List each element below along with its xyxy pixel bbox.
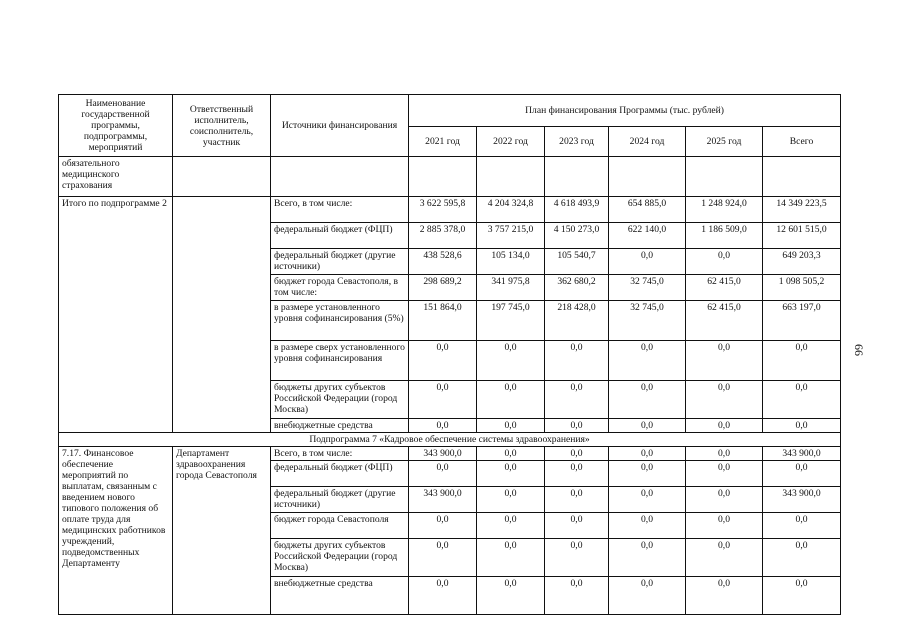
row-value: 0,0: [409, 513, 477, 539]
empty-cell: [173, 157, 271, 197]
row-source: в размере сверх установленного уровня софинансирования: [271, 341, 409, 381]
header-year: 2022 год: [477, 127, 545, 157]
header-name: Наименование государственной программы, подпрограммы, мероприятий: [59, 95, 173, 157]
row-value: 0,0: [477, 419, 545, 433]
row-source: бюджеты других субъектов Российской Федерации (город Москва): [271, 381, 409, 419]
subprogram-title: Подпрограмма 7 «Кадровое обеспечение системы здравоохранения»: [59, 433, 841, 447]
row-value: 0,0: [545, 341, 609, 381]
row-value: 0,0: [477, 539, 545, 577]
row-value: 4 150 273,0: [545, 223, 609, 249]
row-value: 0,0: [763, 341, 841, 381]
row-source: внебюджетные средства: [271, 577, 409, 615]
empty-cell: [686, 157, 763, 197]
row-source: Всего, в том числе:: [271, 197, 409, 223]
header-year: 2021 год: [409, 127, 477, 157]
row-value: 1 098 505,2: [763, 275, 841, 301]
financing-table: [58, 94, 841, 615]
page-number: 66: [852, 344, 866, 356]
row-value: 1 186 509,0: [686, 223, 763, 249]
row-value: 0,0: [409, 539, 477, 577]
row-value: 0,0: [686, 513, 763, 539]
row-value: 0,0: [686, 249, 763, 275]
row-value: 0,0: [686, 419, 763, 433]
table-row: [59, 197, 841, 223]
row-value: 649 203,3: [763, 249, 841, 275]
row-value: 0,0: [609, 381, 686, 419]
row-value: 0,0: [545, 513, 609, 539]
header-year: 2025 год: [686, 127, 763, 157]
row-value: 0,0: [763, 381, 841, 419]
empty-cell: [409, 157, 477, 197]
row-value: 0,0: [609, 341, 686, 381]
table-row: [59, 157, 841, 197]
row-source: бюджет города Севастополя: [271, 513, 409, 539]
row-value: 0,0: [545, 577, 609, 615]
row-value: 0,0: [545, 381, 609, 419]
header-year: 2023 год: [545, 127, 609, 157]
row-value: 62 415,0: [686, 275, 763, 301]
row-value: 0,0: [763, 419, 841, 433]
row-value: 0,0: [409, 341, 477, 381]
row-value: 0,0: [477, 577, 545, 615]
row-value: 0,0: [409, 381, 477, 419]
empty-cell: [609, 157, 686, 197]
row-value: 0,0: [545, 419, 609, 433]
row-value: 105 540,7: [545, 249, 609, 275]
table-row: [59, 447, 841, 461]
empty-cell: [545, 157, 609, 197]
row-value: 32 745,0: [609, 301, 686, 341]
row-value: 343 900,0: [409, 447, 477, 461]
row-value: 0,0: [686, 341, 763, 381]
row-value: 0,0: [609, 461, 686, 487]
row-value: 0,0: [477, 341, 545, 381]
row-value: 1 248 924,0: [686, 197, 763, 223]
empty-cell: [271, 157, 409, 197]
row-value: 0,0: [686, 447, 763, 461]
row-value: 0,0: [763, 513, 841, 539]
row-source: федеральный бюджет (ФЦП): [271, 223, 409, 249]
row-value: 0,0: [609, 577, 686, 615]
row-source: федеральный бюджет (другие источники): [271, 487, 409, 513]
row-source: федеральный бюджет (другие источники): [271, 249, 409, 275]
subprogram-row: [59, 433, 841, 447]
row-value: 151 864,0: [409, 301, 477, 341]
row-value: 343 900,0: [409, 487, 477, 513]
row-value: 0,0: [477, 381, 545, 419]
header-responsible: Ответственный исполнитель, соисполнитель, участник: [173, 95, 271, 157]
header-sources: Источники финансирования: [271, 95, 409, 157]
row-value: 298 689,2: [409, 275, 477, 301]
row-value: 438 528,6: [409, 249, 477, 275]
row-name: 7.17. Финансовое обеспечение мероприятий по выплатам, связанным с введением нового типового положения об оплате труда для медицинских работников учреждений, подведомственных Департаменту: [59, 447, 173, 615]
row-value: 32 745,0: [609, 275, 686, 301]
row-value: 197 745,0: [477, 301, 545, 341]
row-value: 12 601 515,0: [763, 223, 841, 249]
row-value: 4 618 493,9: [545, 197, 609, 223]
empty-cell: [763, 157, 841, 197]
row-value: 0,0: [609, 419, 686, 433]
row-value: 14 349 223,5: [763, 197, 841, 223]
row-value: 4 204 324,8: [477, 197, 545, 223]
row-value: 0,0: [545, 447, 609, 461]
header-total: Всего: [763, 127, 841, 157]
row-source: федеральный бюджет (ФЦП): [271, 461, 409, 487]
row-value: 0,0: [609, 249, 686, 275]
row-value: 105 134,0: [477, 249, 545, 275]
row-value: 654 885,0: [609, 197, 686, 223]
row-value: 0,0: [686, 539, 763, 577]
row-value: 0,0: [609, 487, 686, 513]
row-value: 62 415,0: [686, 301, 763, 341]
row-value: 0,0: [763, 577, 841, 615]
row-value: 0,0: [686, 381, 763, 419]
row-source: бюджет города Севастополя, в том числе:: [271, 275, 409, 301]
row-value: 0,0: [686, 577, 763, 615]
row-value: 0,0: [545, 539, 609, 577]
row-value: 0,0: [409, 419, 477, 433]
row-source: бюджеты других субъектов Российской Федерации (город Москва): [271, 539, 409, 577]
row-value: 0,0: [763, 539, 841, 577]
row-value: 0,0: [609, 447, 686, 461]
row-value: 2 885 378,0: [409, 223, 477, 249]
empty-cell: [477, 157, 545, 197]
row-value: 0,0: [686, 487, 763, 513]
row-value: 3 622 595,8: [409, 197, 477, 223]
row-value: 622 140,0: [609, 223, 686, 249]
row-value: 0,0: [609, 513, 686, 539]
row-value: 663 197,0: [763, 301, 841, 341]
row-responsible: Департамент здравоохранения города Севастополя: [173, 447, 271, 615]
row-source: Всего, в том числе:: [271, 447, 409, 461]
row-value: 218 428,0: [545, 301, 609, 341]
row-value: 0,0: [545, 461, 609, 487]
row-value: 0,0: [545, 487, 609, 513]
row-value: 343 900,0: [763, 447, 841, 461]
row-value: 0,0: [477, 447, 545, 461]
row-value: 3 757 215,0: [477, 223, 545, 249]
row-value: 0,0: [609, 539, 686, 577]
row-value: 343 900,0: [763, 487, 841, 513]
row-value: 0,0: [477, 513, 545, 539]
row-value: 0,0: [477, 461, 545, 487]
row-name: обязательного медицинского страхования: [59, 157, 173, 197]
header-plan-title: План финансирования Программы (тыс. рублей): [409, 95, 841, 127]
row-value: 341 975,8: [477, 275, 545, 301]
row-value: 0,0: [409, 461, 477, 487]
row-value: 0,0: [477, 487, 545, 513]
row-value: 0,0: [409, 577, 477, 615]
row-value: 362 680,2: [545, 275, 609, 301]
row-source: в размере установленного уровня софинансирования (5%): [271, 301, 409, 341]
row-responsible: [173, 197, 271, 433]
header-year: 2024 год: [609, 127, 686, 157]
row-source: внебюджетные средства: [271, 419, 409, 433]
row-value: 0,0: [686, 461, 763, 487]
row-value: 0,0: [763, 461, 841, 487]
row-name: Итого по подпрограмме 2: [59, 197, 173, 433]
